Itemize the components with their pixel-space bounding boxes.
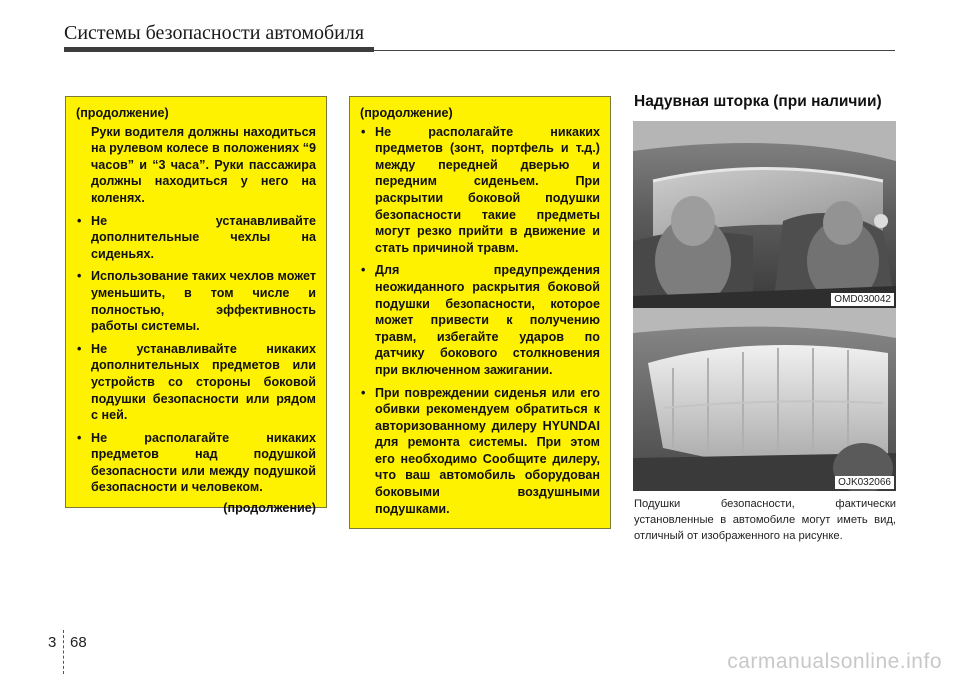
- curtain-airbag-photo-closed: [633, 121, 896, 308]
- chapter-number: 3: [48, 634, 57, 651]
- car-interior-illustration: [633, 121, 896, 308]
- list-item: • При повреждении сиденья или его обивки рекомендуем обратиться к авторизованному дилеру HYUNDAI для ремонта системы. При этом его необходимо Сообщите дилеру, что ваш автомобиль оборудован боковыми воздушными подушками.: [361, 385, 600, 516]
- warning-list-left: [76, 124, 316, 496]
- watermark-text: carmanualsonline.info: [727, 650, 942, 673]
- section-title: Надувная шторка (при наличии): [634, 93, 882, 110]
- warning-box-middle: [349, 96, 611, 529]
- continued-label-bottom: (продолжение): [223, 501, 316, 516]
- curtain-airbag-photo-deployed: [633, 308, 896, 491]
- list-item: • Не устанавливайте дополнительные чехлы на сиденьях.: [77, 213, 316, 261]
- header-rule-thin: [374, 50, 895, 51]
- list-item: • Не устанавливайте никаких дополнительных предметов или устройств со стороны боковой подушки безопасности или рядом с ней.: [77, 341, 316, 423]
- page-number-divider: [63, 630, 64, 674]
- header-rule-thick: [64, 47, 374, 52]
- list-item: • Для предупреждения неожиданного раскрытия боковой подушки безопасности, которое может привести к получению травм, избегайте ударов по датчику бокового столкновения при включенном зажигании.: [361, 263, 600, 377]
- continued-label-top: (продолжение): [360, 106, 453, 120]
- list-item: • Использование таких чехлов может уменьшить, в том числе и полностью, эффективность работы системы.: [77, 269, 316, 334]
- list-item: Руки водителя должны находиться на рулевом колесе в положениях “9 часов” и “3 часа”. Руки пассажира должны находиться у него на коленях.: [91, 124, 316, 205]
- photo-caption: Подушки безопасности, фактически установленные в автомобиле могут иметь вид, отличный от изображенного на рисунке.: [634, 498, 896, 542]
- photo-code-label: OJK032066: [835, 476, 894, 489]
- continued-label-top: (продолжение): [76, 106, 169, 120]
- page-number: 68: [70, 634, 87, 651]
- photo-code-label: OMD030042: [831, 293, 894, 306]
- list-item: • Не располагайте никаких предметов над подушкой безопасности или между подушкой безопасности и человеком.: [77, 430, 316, 495]
- list-item: • Не располагайте никаких предметов (зонт, портфель и т.д.) между передней дверью и передним сиденьем. При раскрытии боковой подушки безопасности такие предметы могут резко прийти в движение и стать причиной травм.: [361, 124, 600, 255]
- warning-list-middle: [360, 124, 600, 518]
- warning-box-left: [65, 96, 327, 516]
- deployed-curtain-illustration: [633, 308, 896, 491]
- page-header-title: Системы безопасности автомобиля: [64, 22, 365, 44]
